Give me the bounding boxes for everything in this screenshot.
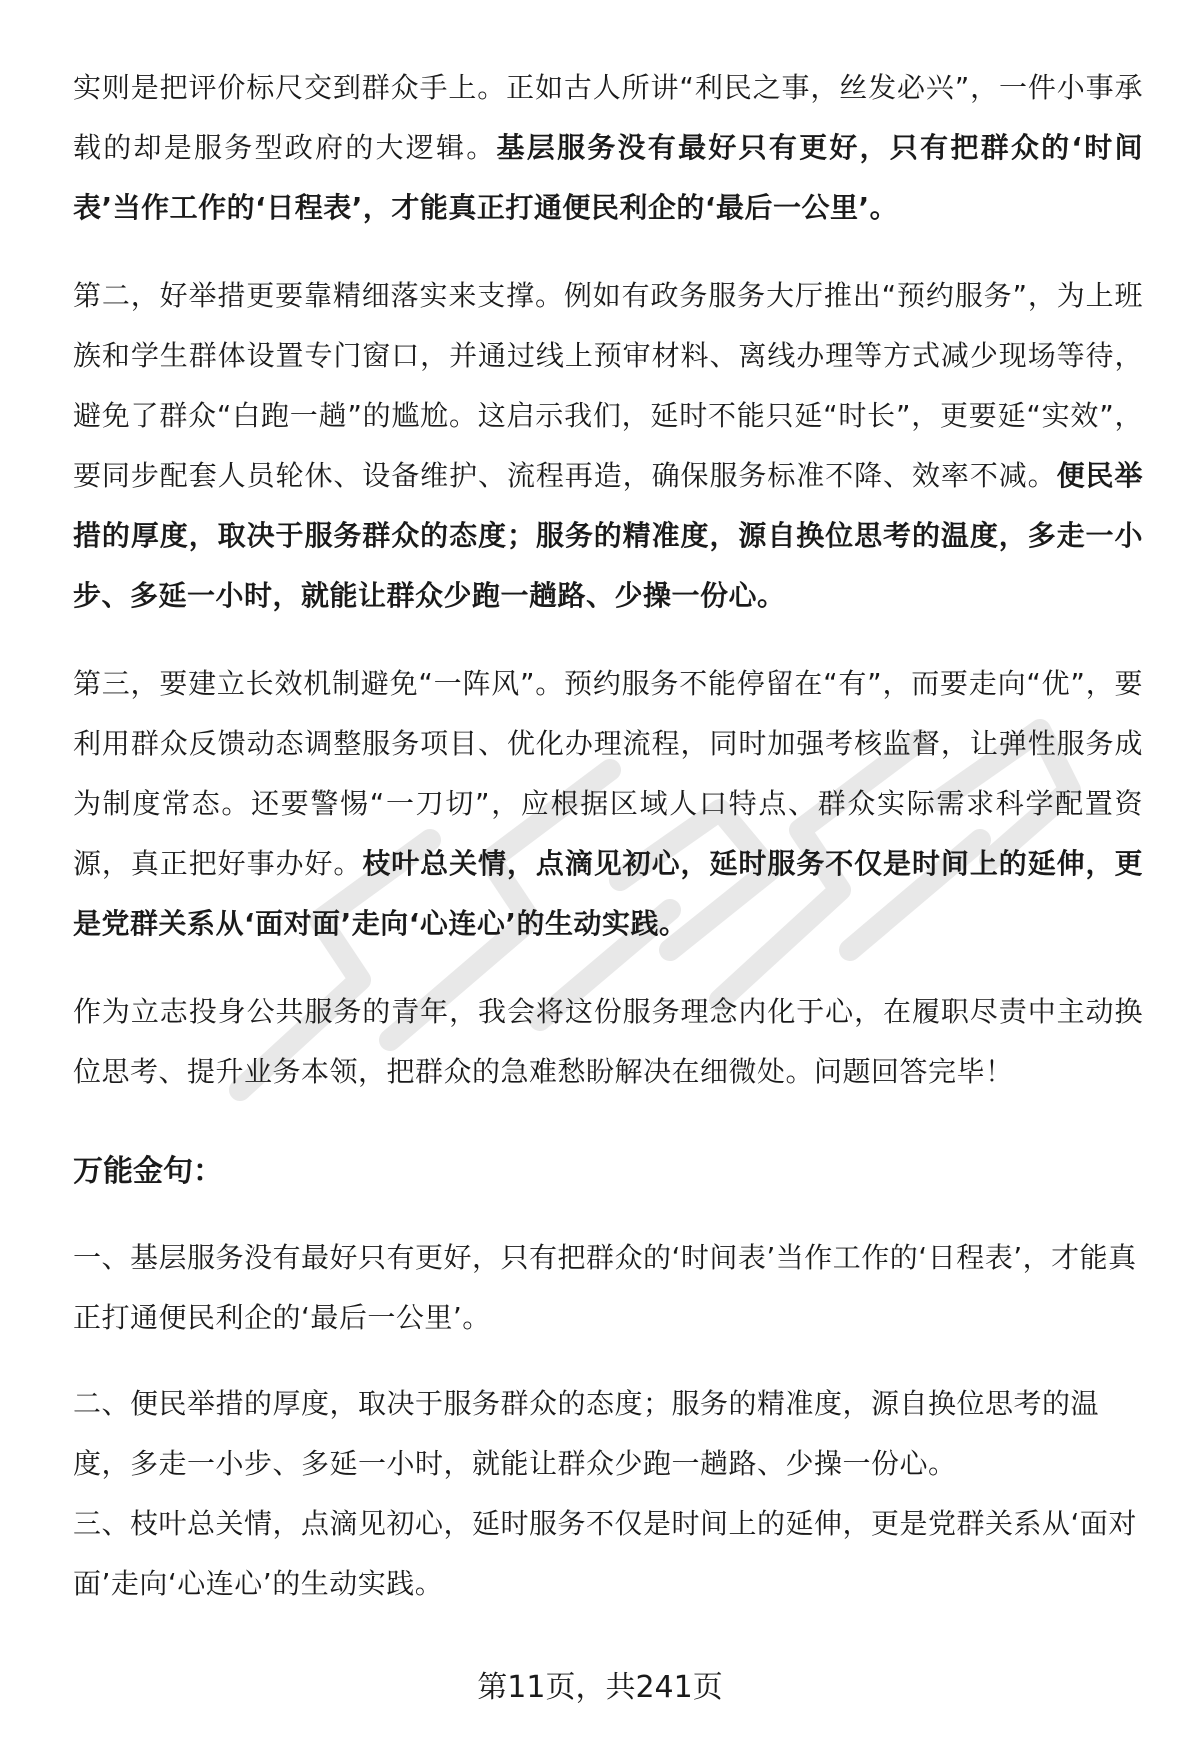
- paragraph-1-bold: 基层服务没有最好只有更好，只有把群众的‘时间表’当作工作的‘日程表’，才能真正打通便民利企的‘最后一公里’。: [73, 131, 1143, 224]
- paragraph-3-bold: 枝叶总关情，点滴见初心，延时服务不仅是时间上的延伸，更是党群关系从‘面对面’走向‘心连心’的生动实践。: [73, 847, 1143, 940]
- paragraph-4-text: 作为立志投身公共服务的青年，我会将这份服务理念内化于心，在履职尽责中主动换位思考、提升业务本领，把群众的急难愁盼解决在细微处。问题回答完毕！: [73, 995, 1143, 1088]
- paragraph-2-bold: 便民举措的厚度，取决于服务群众的态度；服务的精准度，源自换位思考的温度，多走一小步、多延一小时，就能让群众少跑一趟路、少操一份心。: [73, 459, 1143, 612]
- section-heading: 万能金句：: [73, 1154, 223, 1189]
- golden-sentence-1: 一、基层服务没有最好只有更好，只有把群众的‘时间表’当作工作的‘日程表’，才能真正打通便民利企的‘最后一公里’。: [73, 1241, 1137, 1334]
- paragraph-2: [73, 266, 1143, 626]
- page-footer: 第11页，共241页: [477, 1670, 723, 1705]
- paragraph-1: [73, 58, 1143, 238]
- paragraph-1-text: 实则是把评价标尺交到群众手上。正如古人所讲“利民之事，丝发必兴”，一件小事承载的却是服务型政府的大逻辑。: [73, 71, 1143, 164]
- paragraph-3: [73, 654, 1143, 954]
- paragraph-2-text: 第二，好举措更要靠精细落实来支撑。例如有政务服务大厅推出“预约服务”，为上班族和学生群体设置专门窗口，并通过线上预审材料、离线办理等方式减少现场等待，避免了群众“白跑一趟”的尴尬。这启示我们，延时不能只延“时长”，更要延“实效”，要同步配套人员轮休、设备维护、流程再造，确保服务标准不降、效率不减。: [73, 279, 1143, 492]
- paragraph-3-text: 第三，要建立长效机制避免“一阵风”。预约服务不能停留在“有”，而要走向“优”，要利用群众反馈动态调整服务项目、优化办理流程，同时加强考核监督，让弹性服务成为制度常态。还要警惕“一刀切”，应根据区域人口特点、群众实际需求科学配置资源，真正把好事办好。: [73, 667, 1143, 880]
- document-body: [73, 58, 1143, 1614]
- golden-sentence-3: 三、枝叶总关情，点滴见初心，延时服务不仅是时间上的延伸，更是党群关系从‘面对面’走向‘心连心’的生动实践。: [73, 1507, 1137, 1600]
- golden-sentence-2: 二、便民举措的厚度，取决于服务群众的态度；服务的精准度，源自换位思考的温度，多走一小步、多延一小时，就能让群众少跑一趟路、少操一份心。: [73, 1387, 1100, 1480]
- paragraph-4: [73, 982, 1143, 1102]
